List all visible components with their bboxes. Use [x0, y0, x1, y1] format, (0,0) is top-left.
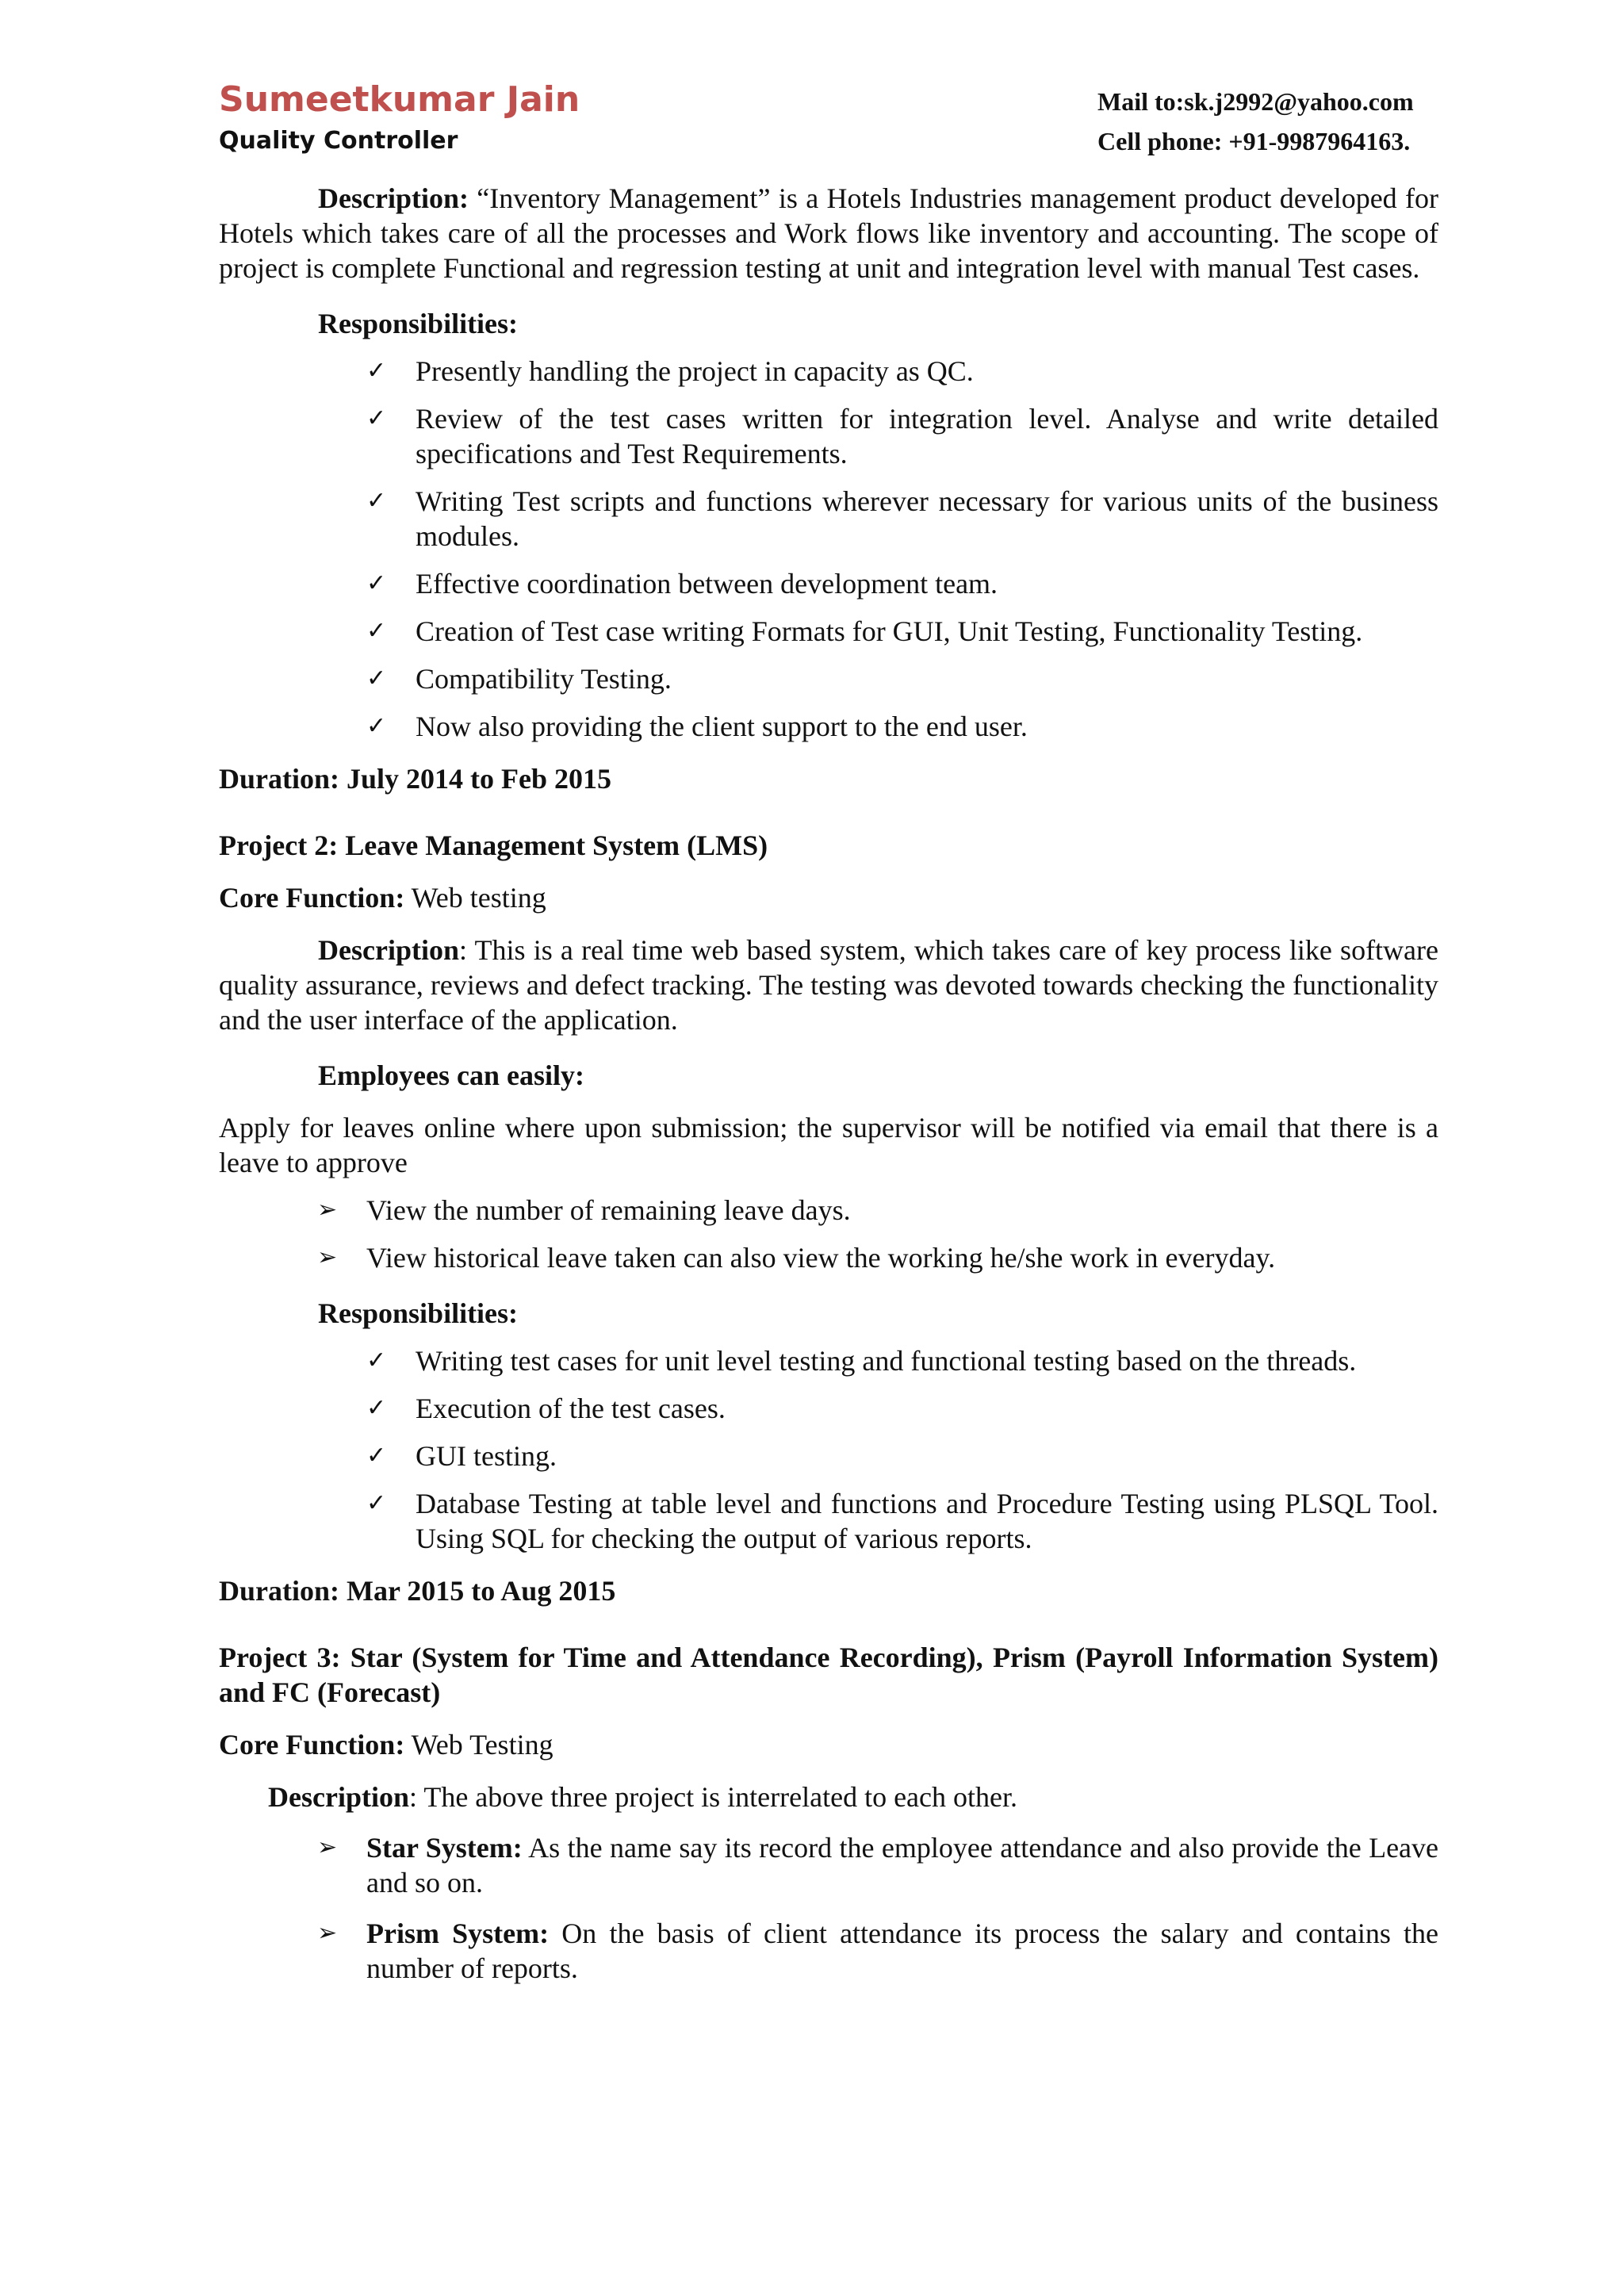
core-function-value: Web Testing [404, 1729, 553, 1761]
list-item-text: Presently handling the project in capacity as QC. [416, 355, 974, 387]
arrow-bullet-icon: ➢ [317, 1919, 338, 1947]
list-item [219, 1830, 1438, 1900]
project-1-description [219, 181, 1438, 285]
list-item-text: Writing test cases for unit level testing and functional testing based on the threads. [416, 1345, 1357, 1377]
description-label: Description: [318, 182, 469, 214]
description-text: : This is a real time web based system, which takes care of key process like software quality assurance, reviews and defect tracking. The testing was devoted towards checking the functionality and the user interface of the application. [219, 934, 1438, 1036]
list-item-text: Now also providing the client support to the end user. [416, 711, 1028, 742]
list-item [219, 614, 1438, 649]
project-1-responsibility-list [219, 354, 1438, 744]
list-item-text: Review of the test cases written for integration level. Analyse and write detailed specifications and Test Requirements. [416, 403, 1438, 469]
check-icon: ✓ [366, 357, 387, 385]
list-item-text: View the number of remaining leave days. [366, 1194, 851, 1226]
employee-capability-list [219, 1193, 1438, 1275]
check-icon: ✓ [366, 404, 387, 432]
list-item [219, 1193, 1438, 1228]
check-icon: ✓ [366, 1489, 387, 1517]
project-2-description [219, 933, 1438, 1037]
candidate-role: Quality Controller [219, 127, 458, 155]
system-text: On the basis of client attendance its process the salary and contains the number of reports. [366, 1918, 1439, 1984]
check-icon: ✓ [366, 1347, 387, 1374]
check-icon: ✓ [366, 1442, 387, 1469]
resume-page [219, 76, 1438, 1986]
project-2-responsibility-list [219, 1343, 1438, 1556]
project-1-section [219, 181, 1438, 796]
list-item [219, 484, 1438, 554]
list-item-text: Database Testing at table level and functions and Procedure Testing using PLSQL Tool. Using SQL for checking the output of various reports. [416, 1488, 1438, 1554]
check-icon: ✓ [366, 617, 387, 645]
responsibilities-heading: Responsibilities: [318, 1297, 519, 1329]
list-item-text: Compatibility Testing. [416, 663, 672, 695]
arrow-bullet-icon: ➢ [317, 1833, 338, 1861]
contact-mail: Mail to:sk.j2992@yahoo.com [1097, 87, 1414, 116]
list-item-text: Creation of Test case writing Formats for GUI, Unit Testing, Functionality Testing. [416, 615, 1363, 647]
project-3-description [268, 1780, 1438, 1814]
core-function-value: Web testing [404, 882, 546, 914]
contact-phone: Cell phone: +91-9987964163. [1097, 127, 1411, 155]
list-item [219, 661, 1438, 696]
project-3-title: Project 3: Star (System for Time and Attendance Recording), Prism (Payroll Information System) and FC (Forecast) [219, 1642, 1438, 1708]
list-item-text: Writing Test scripts and functions wherever necessary for various units of the business modules. [416, 485, 1438, 552]
description-label: Description [318, 934, 459, 966]
list-item [219, 1240, 1438, 1275]
list-item [219, 354, 1438, 389]
list-item [219, 1343, 1400, 1378]
candidate-name: Sumeetkumar Jain [219, 79, 580, 120]
core-function-label: Core Function: [219, 882, 405, 914]
arrow-bullet-icon: ➢ [317, 1243, 338, 1271]
list-item [219, 1439, 1400, 1473]
check-icon: ✓ [366, 665, 387, 692]
responsibilities-heading: Responsibilities: [318, 308, 519, 339]
description-label: Description [268, 1781, 409, 1813]
check-icon: ✓ [366, 1394, 387, 1422]
project-3-core-function [219, 1727, 1438, 1762]
list-item [219, 1916, 1438, 1986]
project-2-section [219, 828, 1438, 1608]
resume-header [219, 76, 1438, 163]
system-text: As the name say its record the employee attendance and also provide the Leave and so on. [366, 1832, 1439, 1898]
description-text: “Inventory Management” is a Hotels Industries management product developed for Hotels which takes care of all the processes and Work flows like inventory and accounting. The scope of project is complete Functional and regression testing at unit and integration level with manual Test cases. [219, 182, 1438, 284]
project-2-duration: Duration: Mar 2015 to Aug 2015 [219, 1575, 616, 1607]
check-icon: ✓ [366, 569, 387, 597]
system-label: Prism System: [366, 1918, 550, 1949]
list-item [219, 566, 1438, 601]
project-3-systems-list [219, 1830, 1438, 1986]
list-item-text: Effective coordination between development team. [416, 568, 998, 600]
apply-leaves-text: Apply for leaves online where upon submission; the supervisor will be notified via email that there is a leave to approve [219, 1112, 1438, 1178]
system-label: Star System: [366, 1832, 523, 1864]
arrow-bullet-icon: ➢ [317, 1196, 338, 1224]
core-function-label: Core Function: [219, 1729, 405, 1761]
project-1-duration: Duration: July 2014 to Feb 2015 [219, 763, 611, 795]
project-2-core-function [219, 880, 1438, 915]
list-item [219, 1391, 1400, 1426]
list-item [219, 401, 1438, 471]
check-icon: ✓ [366, 487, 387, 515]
description-text: : The above three project is interrelated to each other. [408, 1781, 1017, 1813]
list-item [219, 1486, 1438, 1556]
list-item [219, 709, 1438, 744]
list-item-text: Execution of the test cases. [416, 1393, 726, 1424]
check-icon: ✓ [366, 712, 387, 740]
list-item-text: GUI testing. [416, 1440, 557, 1472]
project-3-section [219, 1640, 1438, 1986]
list-item-text: View historical leave taken can also view the working he/she work in everyday. [366, 1242, 1276, 1274]
project-2-title: Project 2: Leave Management System (LMS) [219, 829, 768, 861]
employees-heading: Employees can easily: [318, 1059, 584, 1091]
